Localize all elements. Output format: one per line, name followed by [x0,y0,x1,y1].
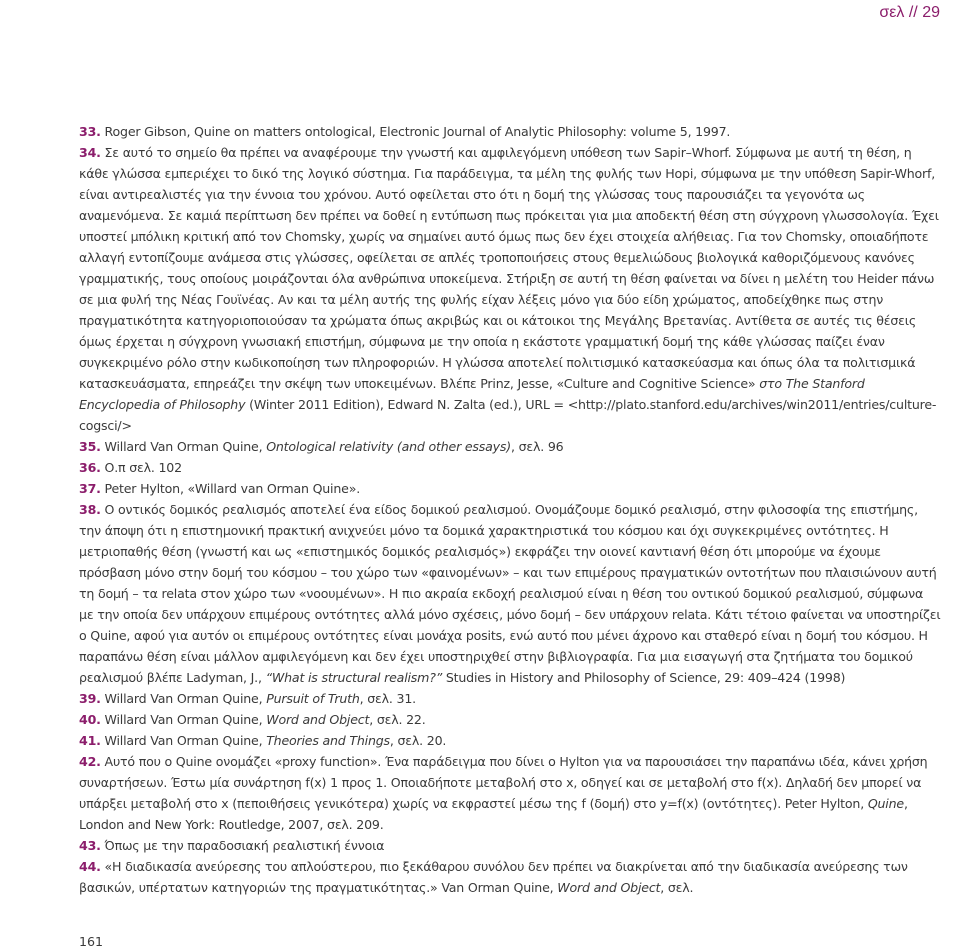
footnote [79,478,941,499]
footnote [79,688,941,709]
footnote-text: , σελ. 31. [359,691,416,706]
footnotes [79,121,941,898]
footnote-number: 44. [79,859,101,874]
footnote-number: 40. [79,712,101,727]
footnote-text: Ο.π σελ. 102 [104,460,182,475]
footnote-italic: στο The Stanford Encyclopedia of Philosophy [79,376,865,412]
footnote [79,751,941,835]
footnote [79,856,941,898]
footnote-number: 34. [79,145,101,160]
footnote-number: 42. [79,754,101,769]
footnote-text: Willard Van Orman Quine, [104,439,267,454]
footnote-text: Willard Van Orman Quine, [104,691,267,706]
footnote [79,730,941,751]
footnote-text: Σε αυτό το σημείο θα πρέπει να αναφέρουμε την γνωστή και αμφιλεγόμενη υπόθεση των Sapir–Whorf. Σύμφωνα με αυτή τη θέση, η κάθε γλώσσα εμπεριέχει το δικό της λογικό σύστημα. Για παράδειγμα, τα μέλη της φυλής των Hopi, σύμφωνα με την υπόθεση Sapir-Whorf, είναι αντιρεαλιστές για την έννοια του χρόνου. Αυτό οφείλεται στο ότι η δομή της γλώσσας τους παρουσιάζει τα γεγονότα ως αναμενόμενα. Σε καμιά περίπτωση δεν πρέπει να δοθεί η εντύπωση πως πρόκειται για μια αποδεκτή θέση στη σύγχρονη γλωσσολογία. Έχει υποστεί μπόλικη κριτική από τον Chomsky, χωρίς να σημαίνει αυτό όμως πως δεν έχει στοιχεία αλήθειας. Για τον Chomsky, οποιαδήποτε αλλαγή εντοπίζουμε ανάμεσα στις γλώσσες, οφείλεται σε απλές τροποποιήσεις στους θεμελιώδους βιολογικά καθοριζόμενους κανόνες γραμματικής, τους οποίους μοιράζονται όλα ανθρώπινα υποκείμενα. Στήριξη σε αυτή τη θέση φαίνεται να δίνει η μελέτη του Heider πάνω σε μια φυλή της Νέας Γουϊνέας. Αν και τα μέλη αυτής της φυλής είχαν λέξεις μόνο για δύο είδη χρώματος, αποδείχθηκε πως στην πραγματικότητα κατηγοριοποιούσαν τα χρώματα όπως ακριβώς και οι κάτοικοι της Μεγάλης Βρετανίας. Αντίθετα σε αυτές τις θέσεις όμως έρχεται η σύγχρονη γνωσιακή επιστήμη, σύμφωνα με την οποία η εκάστοτε γραμματική δομή της κάθε γλώσσας παίζει έναν συγκεκριμένο ρόλο στην κωδικοποίηση των πληροφοριών. Η γλώσσα αποτελεί πολιτισμικό κατασκεύασμα και όπως όλα τα πολιτισμικά κατασκευάσματα, επηρεάζει την σκέψη των υποκειμένων. Βλέπε Prinz, Jesse, «Culture and Cognitive Science» [79,145,939,391]
footnote-text: , London and New York: Routledge, 2007, σελ. 209. [79,796,908,832]
footnote-text: , σελ. [660,880,694,895]
footnote-text: Willard Van Orman Quine, [104,733,267,748]
footnote [79,709,941,730]
footnote-italic: Word and Object [266,712,370,727]
page-label: σελ // 29 [879,4,940,21]
footnote [79,121,941,142]
footnote [79,499,941,688]
footnote-text: Peter Hylton, «Willard van Orman Quine». [104,481,360,496]
footnote-text: Studies in History and Philosophy of Science, 29: 409–424 (1998) [442,670,846,685]
footnote-text: «Η διαδικασία ανεύρεσης του απλούστερου, πιο ξεκάθαρου συνόλου δεν πρέπει να διακρίνεται από την διαδικασία ανεύρεσης των βασικών, υπέρτατων κατηγοριών της πραγματικότητας.» Van Orman Quine, [79,859,908,895]
footnote-number: 43. [79,838,101,853]
footnote-number: 37. [79,481,101,496]
footnote-text: (Winter 2011 Edition), Edward N. Zalta (ed.), URL = <http://plato.stanford.edu/archives/win2011/entries/culture-cogsci/> [79,397,937,433]
footnote-italic: Quine [867,796,904,811]
footnote-text: Roger Gibson, Quine on matters ontological, Electronic Journal of Analytic Philosophy: volume 5, 1997. [104,124,731,139]
footnote-italic: Word and Object [557,880,661,895]
footnote-italic: Theories and Things [266,733,390,748]
footnote-text: Ο οντικός δομικός ρεαλισμός αποτελεί ένα είδος δομικού ρεαλισμού. Ονομάζουμε δομικό ρεαλισμό, στην φιλοσοφία της επιστήμης, την άποψη ότι η επιστημονική πρακτική ανιχνεύει μόνο τα δομικά χαρακτηριστικά του κόσμου και όχι συγκεκριμένες οντότητες. Η μετριοπαθής θέση (γνωστή και ως «επιστημικός δομικός ρεαλισμός») εκφράζει την οιονεί καντιανή θέση ότι μπορούμε να έχουμε πρόσβαση μόνο στην δομή του κόσμου – του χώρο των «φαινομένων» – και των επιμέρους πραγματικών οντοτήτων που πλαισιώνουν αυτή τη δομή – τα relata στον χώρο των «νοουμένων». Η πιο ακραία εκδοχή ρεαλισμού είναι η θέση του οντικού δομικού ρεαλισμού, σύμφωνα με την οποία δεν υπάρχουν επιμέρους οντότητες αλλά μόνο σχέσεις, μόνο δομή – δεν υπάρχουν relata. Κάτι τέτοιο φαίνεται να υποστηρίζει ο Quine, αφού για αυτόν οι επιμέρους οντότητες είναι μονάχα posits, ενώ αυτό που μένει άχρονο και σταθερό είναι η δομή του κόσμου. Η παραπάνω θέση είναι μάλλον αμφιλεγόμενη και δεν έχει υποστηριχθεί στην βιβλιογραφία. Για μια εισαγωγή στα ζητήματα του δομικού ρεαλισμού βλέπε Ladyman, J., [79,502,941,685]
footnote-text: , σελ. 22. [369,712,426,727]
footnote [79,457,941,478]
footnote [79,835,941,856]
footnote-text: Όπως με την παραδοσιακή ρεαλιστική έννοια [104,838,385,853]
footnote [79,142,941,436]
footnote-text: , σελ. 96 [510,439,564,454]
footnote-number: 38. [79,502,101,517]
footnote-number: 39. [79,691,101,706]
footnote-number: 36. [79,460,101,475]
footnote-number: 35. [79,439,101,454]
footnote-number: 41. [79,733,101,748]
footnote-italic: “What is structural realism?” [265,670,443,685]
footnote-italic: Ontological relativity (and other essays) [266,439,511,454]
footnote-text: , σελ. 20. [389,733,447,748]
footnote-text: Αυτό που ο Quine ονομάζει «proxy function». Ένα παράδειγμα που δίνει ο Hylton για να παρουσιάσει την παραπάνω ιδέα, κάνει χρήση συναρτήσεων. Έστω μία συνάρτηση f(x) 1 προς 1. Οποιαδήποτε μεταβολή στο x, οδηγεί και σε μεταβολή στο f(x). Δηλαδή δεν μπορεί να υπάρξει μεταβολή στο x (πεποιθήσεις γενικότερα) χωρίς να εκφραστεί μέσω της f (δομή) στο y=f(x) (οντότητες). Peter Hylton, [79,754,928,811]
footnote [79,436,941,457]
footnote-text: Willard Van Orman Quine, [104,712,267,727]
footnote-italic: Pursuit of Truth [266,691,360,706]
footnote-number: 33. [79,124,101,139]
page-number: 161 [79,934,104,949]
